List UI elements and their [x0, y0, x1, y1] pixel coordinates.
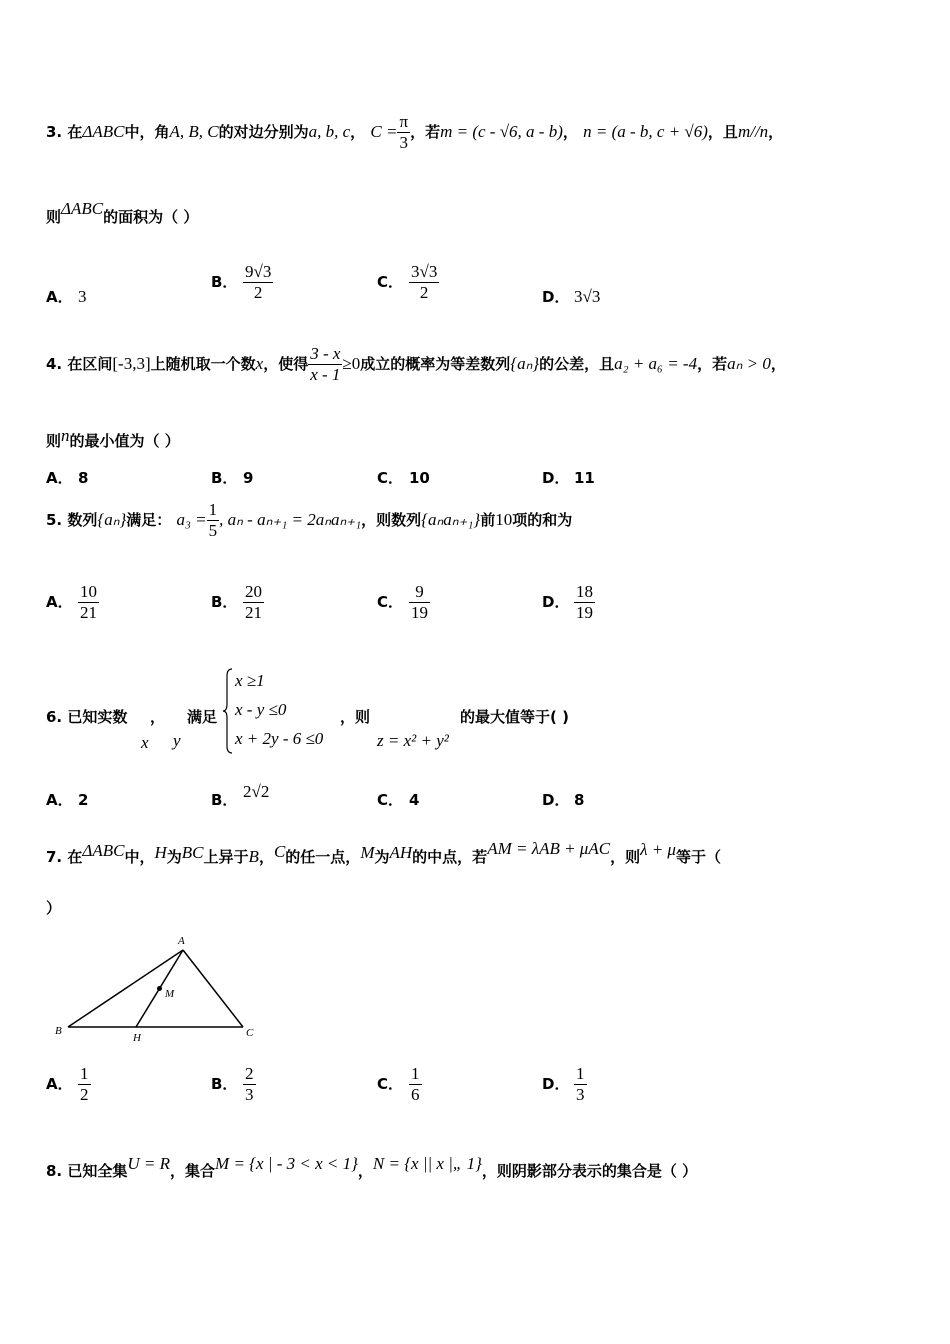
- q6-system-brace: [222, 668, 234, 754]
- q7-triangle: ΔABC: [82, 841, 125, 860]
- q4-line2-var: n: [61, 426, 70, 445]
- q4-text-5: 的公差，且: [539, 355, 615, 373]
- q3-option-b[interactable]: [211, 262, 273, 303]
- q7-label-c: C: [246, 1027, 254, 1039]
- q6-var-y: y: [173, 731, 181, 750]
- q3-text-2: 中，角: [124, 123, 170, 141]
- q6-option-c[interactable]: [377, 789, 419, 810]
- q7-option-b[interactable]: [211, 1064, 256, 1105]
- q6-constraint-2: x - y ≤0: [235, 700, 287, 719]
- q4-option-b-label: B．: [211, 469, 238, 487]
- q5-text-4: 前: [480, 511, 496, 529]
- q3-option-a[interactable]: [46, 286, 87, 307]
- q8-set-n: N = {x || x |„ 1}: [372, 1154, 482, 1173]
- q3-text-3: 的对边分别为: [218, 123, 309, 141]
- q8-number: 8.: [46, 1162, 63, 1180]
- q7-line1: [46, 839, 721, 867]
- q4-condition-2: aₙ > 0: [727, 354, 771, 373]
- q7-option-b-den: 3: [245, 1085, 254, 1104]
- q7-option-c-num: 1: [411, 1064, 420, 1083]
- q5-a3-num: 1: [208, 500, 218, 519]
- q3-option-c-fraction: [409, 262, 439, 303]
- q5-count: 10: [495, 510, 513, 529]
- q5-option-b-num: 20: [245, 582, 262, 601]
- q7-option-d-fraction: [574, 1064, 587, 1105]
- q3-c-num: π: [399, 112, 409, 131]
- q3-text-6: ，: [768, 123, 784, 141]
- q3-line2-triangle: ΔABC: [61, 199, 104, 218]
- q7-text-9: ，则: [610, 848, 641, 866]
- q7-number: 7.: [46, 848, 63, 866]
- q4-inequality-fraction: [308, 344, 342, 385]
- q5-text-1: 数列: [67, 511, 98, 529]
- q5-option-b-fraction: [243, 582, 264, 623]
- q3-option-c[interactable]: [377, 262, 439, 303]
- q8-text-4: ，则阴影部分表示的集合是（ ）: [481, 1162, 698, 1180]
- q3-vector-n: n = (a - b, c + √6): [583, 122, 708, 141]
- q5-option-d-num: 18: [576, 582, 593, 601]
- q7-c: C: [273, 842, 286, 861]
- q6-sep: ，: [150, 708, 166, 726]
- q7-text-3: 为: [166, 848, 182, 866]
- q4-option-d-value: 11: [574, 469, 595, 487]
- q5-option-a-fraction: [78, 582, 99, 623]
- q4-line2: [46, 426, 180, 451]
- q6-option-d[interactable]: [542, 789, 584, 810]
- q6-text-2: 满足: [187, 708, 218, 726]
- q5-option-c-num: 9: [409, 582, 430, 603]
- q4-ineq-num: 3 - x: [310, 344, 341, 363]
- q3-option-c-label: C．: [377, 273, 404, 291]
- q7-vector-equation: AM = λAB + μAC: [487, 839, 611, 858]
- q7-text-2: 中，: [124, 848, 155, 866]
- q6-constraint-1: x ≥1: [235, 671, 265, 690]
- q4-number: 4.: [46, 355, 63, 373]
- q4-option-d[interactable]: [542, 467, 595, 488]
- q3-line2: [46, 199, 199, 227]
- q6-var-x: x: [141, 733, 149, 752]
- q5-option-a-den: 21: [80, 603, 97, 622]
- q3-option-c-den: 2: [419, 283, 429, 302]
- q3-triangle: ΔABC: [82, 122, 125, 141]
- q3-option-a-value: 3: [78, 287, 87, 306]
- q6-option-c-value: 4: [409, 791, 420, 809]
- q5-sequence: {aₙ}: [97, 510, 127, 529]
- q6-target: z = x² + y²: [377, 731, 449, 750]
- q7-option-c-label: C．: [377, 1075, 404, 1093]
- q7-line2: ）: [46, 899, 62, 917]
- q6-number: 6.: [46, 708, 63, 726]
- q3-c-fraction: [397, 112, 410, 153]
- q7-option-c-den: 6: [411, 1085, 420, 1104]
- q5-option-d-den: 19: [576, 603, 593, 622]
- q6-line1: [46, 706, 127, 727]
- q3-option-a-label: A．: [46, 288, 73, 306]
- q5-option-d-label: D．: [542, 593, 570, 611]
- q3-option-b-den: 2: [253, 283, 263, 302]
- q7-point-m: [157, 986, 162, 991]
- q5-recurrence: , aₙ - aₙ₊₁ = 2aₙaₙ₊₁: [219, 510, 362, 529]
- q3-c-den: 3: [399, 133, 409, 152]
- q3-comma: ，: [350, 123, 366, 141]
- q5-text-2: 满足：: [126, 511, 172, 529]
- q8-line1: [46, 1154, 698, 1181]
- q8-text-3: ，: [357, 1162, 373, 1180]
- q8-set-m: M = {x | - 3 < x < 1}: [215, 1154, 358, 1173]
- q5-option-a-label: A．: [46, 593, 73, 611]
- q5-option-a-num: 10: [80, 582, 97, 601]
- q5-text-5: 项的和为: [512, 511, 573, 529]
- q7-b: B: [248, 847, 259, 866]
- q7-option-b-label: B．: [211, 1075, 238, 1093]
- q4-text-4: 成立的概率为等差数列: [360, 355, 511, 373]
- q7-option-d-num: 1: [576, 1064, 585, 1083]
- q7-text-6: 的任一点，: [285, 848, 361, 866]
- q8-text-2: ，集合: [170, 1162, 216, 1180]
- q3-number: 3.: [46, 123, 63, 141]
- q7-label-b: B: [55, 1025, 62, 1037]
- q7-option-c[interactable]: [377, 1064, 422, 1105]
- q4-line1: [46, 344, 786, 385]
- q7-h: H: [154, 843, 167, 862]
- q3-option-b-num: 9√3: [245, 262, 272, 281]
- q7-label-a: A: [178, 935, 185, 947]
- q4-option-a-label: A．: [46, 469, 73, 487]
- q3-option-c-num: 3√3: [411, 262, 438, 281]
- q5-option-c-den: 19: [411, 603, 428, 622]
- q6-option-b-value: 2√2: [243, 782, 270, 801]
- q4-sequence: {aₙ}: [510, 354, 540, 373]
- q7-option-d-den: 3: [576, 1085, 585, 1104]
- q7-option-d-label: D．: [542, 1075, 570, 1093]
- q4-text-6: ，若: [697, 355, 728, 373]
- q3-parallel: m//n: [737, 122, 769, 141]
- q4-option-a-value: 8: [78, 469, 89, 487]
- q5-option-b[interactable]: [211, 582, 264, 623]
- q5-option-b-label: B．: [211, 593, 238, 611]
- q3-text-5: ，且: [707, 123, 738, 141]
- q3-text-1: 在: [67, 123, 83, 141]
- q5-text-3: ，则数列: [361, 511, 422, 529]
- q7-option-b-fraction: [243, 1064, 256, 1105]
- q4-option-b[interactable]: [211, 467, 253, 488]
- q8-universal-set: U = R: [127, 1154, 171, 1173]
- q5-option-c-label: C．: [377, 593, 404, 611]
- q3-line2-post: 的面积为（ ）: [103, 208, 199, 226]
- q4-line2-post: 的最小值为（ ）: [69, 432, 180, 450]
- q4-option-c[interactable]: [377, 467, 430, 488]
- q5-option-c[interactable]: [377, 582, 430, 623]
- q5-number: 5.: [46, 511, 63, 529]
- q3-text-4: ，若: [410, 123, 441, 141]
- q4-interval: [-3,3]: [112, 354, 151, 373]
- q4-text-7: ，: [770, 355, 786, 373]
- q7-text-4: 上异于: [203, 848, 249, 866]
- q3-option-d-label: D．: [542, 288, 570, 306]
- q5-option-c-fraction: [409, 582, 430, 623]
- q7-option-d[interactable]: [542, 1064, 587, 1105]
- q5-option-b-den: 21: [245, 603, 262, 622]
- q6-option-d-label: D．: [542, 791, 570, 809]
- q4-option-b-value: 9: [243, 469, 254, 487]
- q7-text-5: ，: [258, 848, 274, 866]
- q7-label-h: H: [133, 1032, 141, 1044]
- q4-ineq-rhs: ≥0: [342, 354, 361, 373]
- q7-m: M: [360, 843, 375, 862]
- q7-option-b-num: 2: [245, 1064, 254, 1083]
- q7-text-1: 在: [67, 848, 83, 866]
- q5-a3-fraction: [207, 500, 220, 541]
- q7-option-a-num: 1: [80, 1064, 89, 1083]
- q4-ineq-den: x - 1: [310, 365, 341, 384]
- q6-option-a[interactable]: [46, 789, 88, 810]
- q4-option-d-label: D．: [542, 469, 570, 487]
- q6-option-d-value: 8: [574, 791, 585, 809]
- q4-condition: a₂ + a₆ = -4: [614, 354, 698, 373]
- q4-option-a[interactable]: [46, 467, 88, 488]
- q6-option-c-label: C．: [377, 791, 404, 809]
- q6-constraint-3: x + 2y - 6 ≤0: [235, 729, 324, 748]
- q4-text-3: ，使得: [263, 355, 309, 373]
- q3-vector-m: m = (c - √6, a - b): [440, 122, 563, 141]
- q6-option-a-value: 2: [78, 791, 89, 809]
- q7-option-c-fraction: [409, 1064, 422, 1105]
- q5-a3-lhs: a₃ =: [176, 510, 207, 529]
- q4-line2-pre: 则: [46, 432, 62, 450]
- q7-triangle-figure: [50, 930, 265, 1045]
- q3-line2-pre: 则: [46, 208, 62, 226]
- q7-ah: AH: [389, 843, 413, 862]
- q7-option-a-fraction: [78, 1064, 91, 1105]
- q5-option-a[interactable]: [46, 582, 99, 623]
- q3-option-b-fraction: [243, 262, 273, 303]
- q4-var: x: [255, 354, 264, 373]
- q4-option-c-label: C．: [377, 469, 404, 487]
- q6-option-b-label: B．: [211, 791, 238, 809]
- q6-text-3: ，则: [340, 708, 371, 726]
- q6-text-1: 已知实数: [67, 708, 128, 726]
- q7-side-ac: [183, 950, 243, 1027]
- q7-text-10: 等于（: [675, 848, 721, 866]
- q3-angles: A, B, C: [169, 122, 219, 141]
- q7-option-a-den: 2: [80, 1085, 89, 1104]
- q8-text-1: 已知全集: [67, 1162, 128, 1180]
- q7-bc: BC: [181, 843, 204, 862]
- q5-line1: [46, 500, 572, 541]
- q4-text-2: 上随机取一个数: [150, 355, 256, 373]
- q7-text-8: 的中点，若: [412, 848, 488, 866]
- q6-system: [235, 666, 323, 753]
- q3-sides: a, b, c: [308, 122, 351, 141]
- q5-option-d[interactable]: [542, 582, 595, 623]
- q7-label-m: M: [165, 988, 175, 1000]
- q3-option-b-label: B．: [211, 273, 238, 291]
- q6-text-4: 的最大值等于( ): [460, 708, 569, 726]
- q7-text-7: 为: [374, 848, 390, 866]
- q6-system-brace-path: [223, 669, 232, 753]
- q6-option-a-label: A．: [46, 791, 73, 809]
- q3-option-d[interactable]: [542, 286, 600, 307]
- q4-text-1: 在区间: [67, 355, 113, 373]
- q3-option-d-value: 3√3: [574, 287, 601, 306]
- q5-option-d-fraction: [574, 582, 595, 623]
- q4-option-c-value: 10: [409, 469, 430, 487]
- q6-option-b[interactable]: [211, 782, 270, 810]
- q5-a3-den: 5: [208, 521, 218, 540]
- q7-option-a-label: A．: [46, 1075, 73, 1093]
- q5-sequence-2: {aₙaₙ₊₁}: [421, 510, 481, 529]
- q3-c-lhs: C =: [370, 122, 398, 141]
- q7-option-a[interactable]: [46, 1064, 91, 1105]
- q7-sum: λ + μ: [640, 840, 676, 859]
- q3-line1: 3. 在ΔABC中，角A, B, C的对边分别为a, b, c， C = $\frac{\pi}{3}$ ，若m = (c - √6, a - b)， n = (a - b, c + √6)，且m//n，: [46, 112, 784, 152]
